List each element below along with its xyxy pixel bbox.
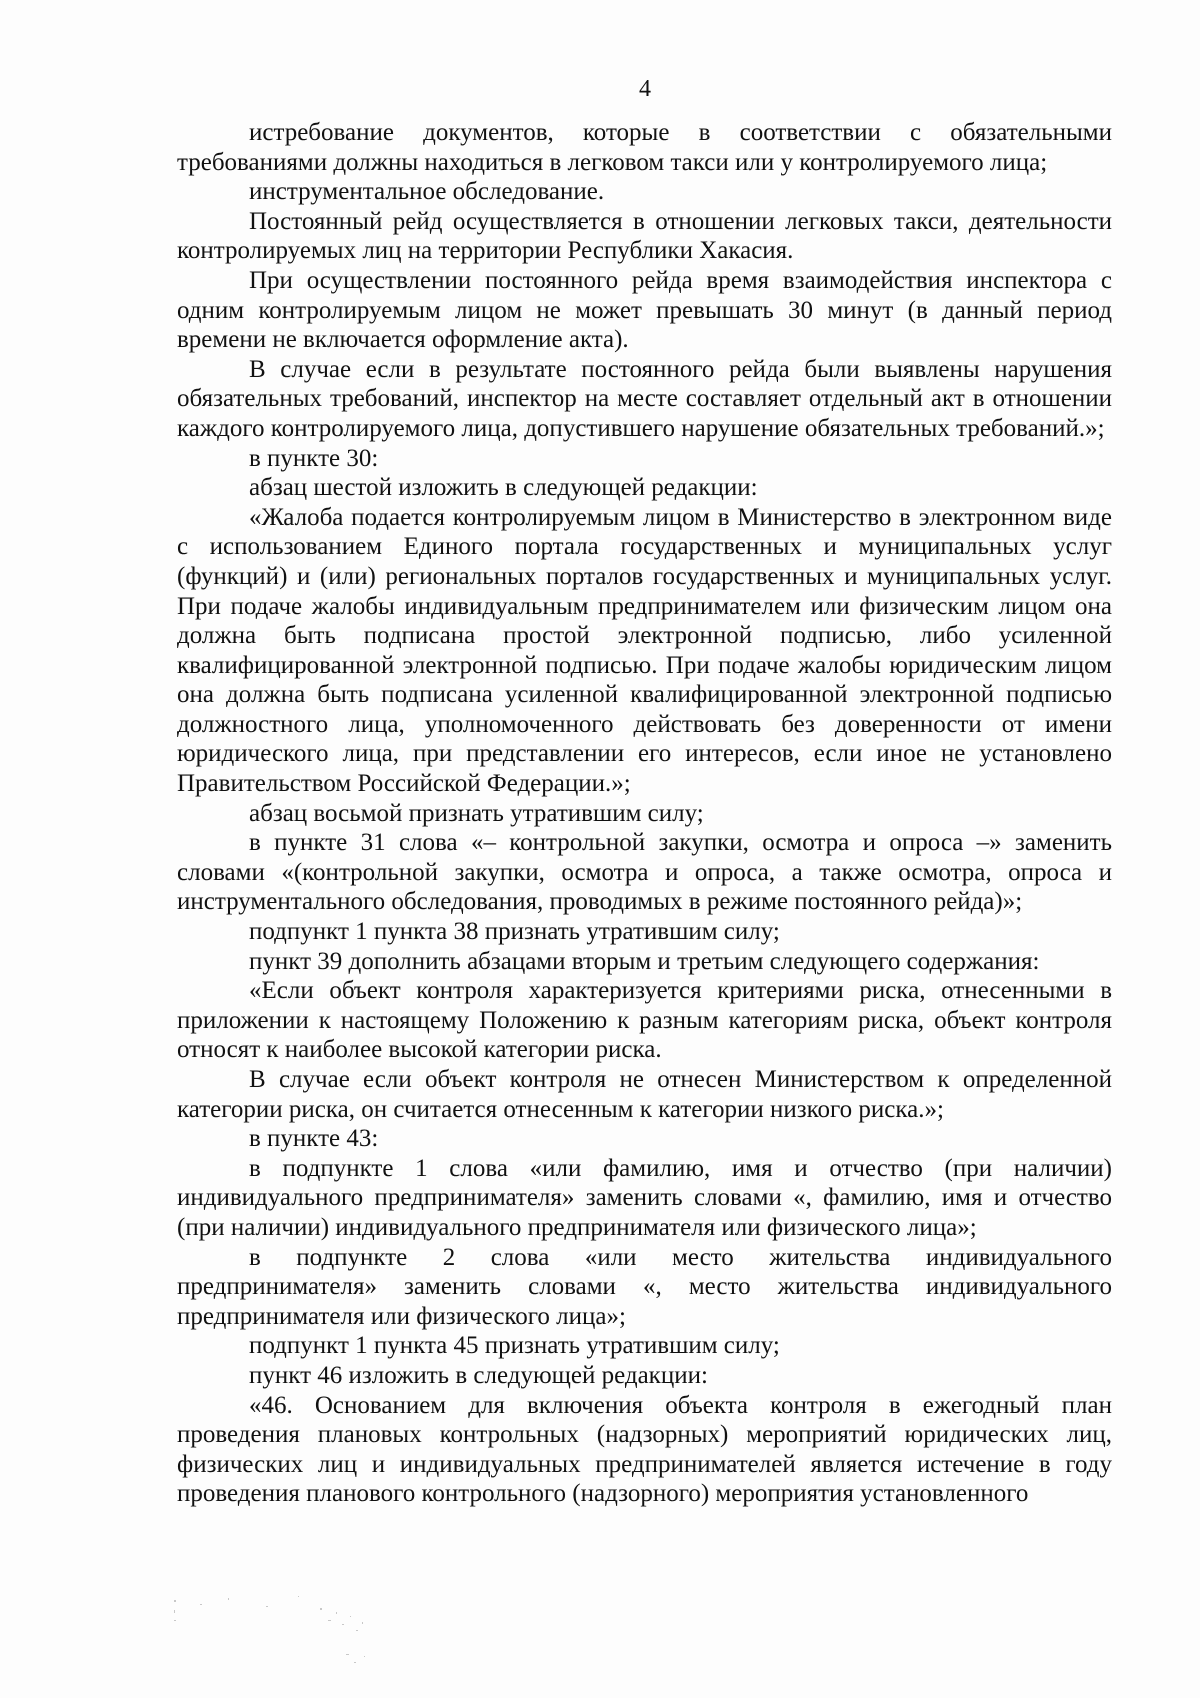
scan-noise-specks — [170, 1590, 400, 1680]
page-number: 4 — [639, 76, 651, 102]
paragraph: инструментальное обследование. — [249, 178, 605, 206]
paragraph: в пункте 31 слова «– контрольной закупки, осмотра и опроса –» заменить словами «(контрольной закупки, осмотра и опроса, а также осмотра, опроса и инструментального обследования, проводимых в режиме постоянного рейда)»; — [177, 829, 1112, 916]
paragraph: в подпункте 2 слова «или место жительства индивидуального предпринимателя» заменить словами «, место жительства индивидуального предпринимателя или физического лица»; — [177, 1243, 1112, 1330]
paragraph: абзац восьмой признать утратившим силу; — [249, 799, 704, 827]
paragraph: Постоянный рейд осуществляется в отношении легковых такси, деятельности контролируемых лиц на территории Республики Хакасия. — [177, 207, 1112, 265]
paragraph: истребование документов, которые в соответствии с обязательными требованиями должны находиться в легковом такси или у контролируемого лица; — [177, 119, 1112, 176]
paragraph: пункт 39 дополнить абзацами вторым и третьим следующего содержания: — [249, 947, 1040, 975]
paragraph: «46. Основанием для включения объекта контроля в ежегодный план проведения плановых контрольных (надзорных) мероприятий юридических лиц, физических лиц и индивидуальных предпринимателей является истечение в году проведения планового контрольного (надзорного) мероприятия установленного — [177, 1391, 1112, 1508]
paragraph: подпункт 1 пункта 45 признать утратившим силу; — [249, 1332, 780, 1360]
paragraph: В случае если в результате постоянного рейда были выявлены нарушения обязательных требований, инспектор на месте составляет отдельный акт в отношении каждого контролируемого лица, допустившего нарушение обязательных требований.»; — [177, 355, 1112, 442]
paragraph: в пункте 43: — [249, 1125, 379, 1153]
paragraph: «Жалоба подается контролируемым лицом в Министерство в электронном виде с использованием Единого портала государственных и муниципальных услуг (функций) и (или) региональных порталов государственных и муниципальных услуг. При подаче жалобы индивидуальным предпринимателем или физическим лицом она должна быть подписана простой электронной подписью, либо усиленной квалифицированной электронной подписью. При подаче жалобы юридическим лицом она должна быть подписана усиленной квалифицированной электронной подписью должностного лица, уполномоченного действовать без доверенности от имени юридического лица, при представлении его интересов, если иное не установлено Правительством Российской Федерации.»; — [177, 503, 1112, 798]
paragraph: пункт 46 изложить в следующей редакции: — [249, 1361, 708, 1389]
document-body — [177, 118, 1112, 1509]
paragraph: «Если объект контроля характеризуется критериями риска, отнесенными в приложении к настоящему Положению к разным категориям риска, объект контроля относят к наиболее высокой категории риска. — [177, 977, 1112, 1064]
paragraph: в пункте 30: — [249, 444, 379, 472]
paragraph: подпункт 1 пункта 38 признать утратившим силу; — [249, 918, 780, 946]
paragraph: абзац шестой изложить в следующей редакции: — [249, 474, 758, 502]
paragraph: При осуществлении постоянного рейда время взаимодействия инспектора с одним контролируемым лицом не может превышать 30 минут (в данный период времени не включается оформление акта). — [177, 266, 1112, 354]
paragraph: в подпункте 1 слова «или фамилию, имя и отчество (при наличии) индивидуального предпринимателя» заменить словами «, фамилию, имя и отчество (при наличии) индивидуального предпринимателя или физического лица»; — [177, 1154, 1112, 1241]
paragraph: В случае если объект контроля не отнесен Министерством к определенной категории риска, он считается отнесенным к категории низкого риска.»; — [177, 1066, 1112, 1123]
